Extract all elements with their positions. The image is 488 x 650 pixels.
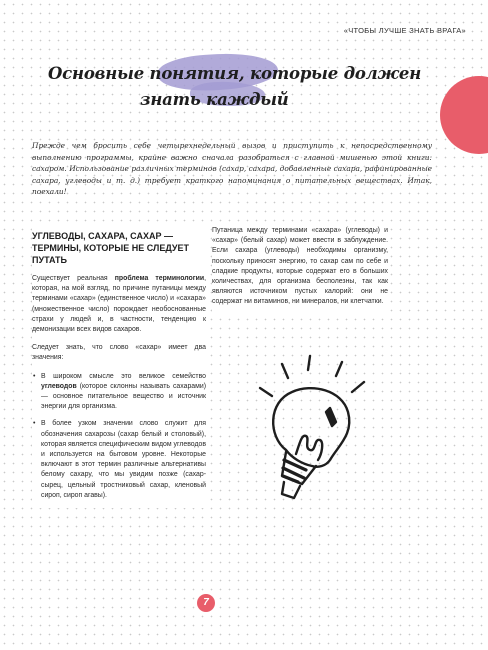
title-block (0, 60, 422, 120)
intro-paragraph: Прежде чем бросить себе четырехнедельный вызов и приступить к непосредственному выполнению программы, крайне важно сначала разобраться с главной мишенью этой книги: сахаром. Использование различных терминов (сахар, сахара, добавленные сахара, рафинированные сахара, углеводы и т. д.) требует краткого напоминания о питательных веществах. Итак, поехали! (32, 141, 432, 197)
body-paragraph: Существует реальная проблема терминологии, которая, на мой взгляд, по причине путаницы между терминами «сахар» (единственное число) и «сахара» (множественное число) порождает необоснованные страхи у людей и, в частности, тенденцию к демонизации всех видов сахаров. (32, 275, 207, 334)
body-paragraph: Следует знать, что слово «сахар» имеет два значения: (32, 344, 206, 362)
lightbulb-icon (246, 350, 376, 510)
emphasis-text: проблема терминологии (114, 275, 205, 282)
decorative-circle (440, 76, 488, 154)
list-item: • В широком смысле это великое семейство углеводов (которое склонны называть сахарами) — основное питательное вещество и источник энергии для организма. (41, 372, 206, 413)
right-column (212, 226, 388, 316)
list-item: • В более узком значении слово служит для обозначения сахарозы (сахар белый и столовый), которая является специфическим видом углеводов и используется на бытовом уровне. Некоторые включают в этот термин различные альтернативы белому сахару, что мы увидим позже (сахар-сырец, цельный тростниковый сахар, кленовый сироп, сироп агавы). (41, 419, 206, 501)
page-title-line-2: знать каждый (140, 90, 289, 109)
left-column (32, 226, 206, 508)
bullet-list (32, 372, 206, 501)
section-heading: УГЛЕВОДЫ, САХАРА, САХАР — ТЕРМИНЫ, КОТОРЫЕ НЕ СЛЕДУЕТ ПУТАТЬ (32, 231, 189, 265)
emphasis-text: углеводов (41, 382, 77, 390)
body-paragraph: Путаница между терминами «сахара» (углеводы) и «сахар» (белый сахар) может ввести в заблуждение. Если сахара (углеводы) необходимы организму, поскольку приносят энергию, то сахар сам по себе и сладкие продукты, которые содержат его в больших количествах, для организма бесполезны, так как являются источником пустых калорий: они не содержат ни витаминов, ни минералов, ни клетчатки. (212, 227, 388, 306)
running-header: «ЧТОБЫ ЛУЧШЕ ЗНАТЬ ВРАГА» (343, 26, 466, 35)
page-title-line-1: Основные понятия, которые должен (48, 64, 422, 83)
page-number: 7 (197, 594, 215, 612)
